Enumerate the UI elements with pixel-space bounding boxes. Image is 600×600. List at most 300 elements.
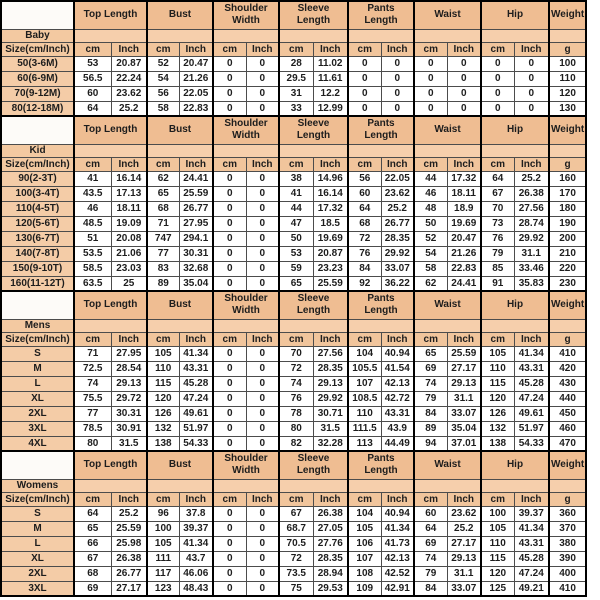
unit-header-cm: cm xyxy=(213,492,246,506)
cell-cm: 100 xyxy=(147,521,179,536)
cell-cm: 63.5 xyxy=(74,276,111,291)
cell-cm: 62 xyxy=(414,276,447,291)
unit-header-inch: Inch xyxy=(313,42,348,56)
spacer-cell xyxy=(414,144,481,157)
column-group-header: Shoulder Width xyxy=(213,116,279,144)
cell-cm: 120 xyxy=(147,391,179,406)
cell-cm: 0 xyxy=(414,86,447,101)
spacer-cell xyxy=(74,29,147,42)
unit-header-cm: cm xyxy=(348,332,381,346)
table-row xyxy=(1,171,586,186)
cell-inch: 23.62 xyxy=(381,186,414,201)
cell-cm: 89 xyxy=(147,276,179,291)
section-name: Womens xyxy=(1,479,74,492)
cell-weight: 370 xyxy=(549,521,586,536)
cell-inch: 41.34 xyxy=(514,346,549,361)
unit-header-inch: Inch xyxy=(246,157,279,171)
cell-weight: 180 xyxy=(549,201,586,216)
column-group-header: Pants Length xyxy=(348,451,414,479)
cell-cm: 0 xyxy=(213,101,246,116)
cell-cm: 76 xyxy=(348,246,381,261)
cell-cm: 50 xyxy=(279,231,313,246)
section-name: Mens xyxy=(1,319,74,332)
cell-inch: 49.61 xyxy=(514,406,549,421)
cell-inch: 25.59 xyxy=(313,276,348,291)
cell-cm: 31 xyxy=(279,86,313,101)
cell-inch: 27.95 xyxy=(111,346,147,361)
cell-inch: 20.08 xyxy=(111,231,147,246)
cell-cm: 0 xyxy=(213,436,246,451)
cell-inch: 25.2 xyxy=(381,201,414,216)
table-row xyxy=(1,421,586,436)
cell-inch: 25.98 xyxy=(111,536,147,551)
size-label: S xyxy=(1,346,74,361)
cell-inch: 0 xyxy=(381,56,414,71)
cell-cm: 44 xyxy=(279,201,313,216)
unit-header-cm: cm xyxy=(414,492,447,506)
cell-cm: 132 xyxy=(481,421,514,436)
table-row xyxy=(1,71,586,86)
cell-cm: 0 xyxy=(213,391,246,406)
cell-cm: 100 xyxy=(481,506,514,521)
cell-inch: 32.28 xyxy=(313,436,348,451)
cell-inch: 11.02 xyxy=(313,56,348,71)
cell-inch: 22.05 xyxy=(179,86,213,101)
cell-cm: 110 xyxy=(481,361,514,376)
cell-cm: 123 xyxy=(147,581,179,596)
unit-header-inch: Inch xyxy=(111,492,147,506)
cell-inch: 28.35 xyxy=(313,361,348,376)
cell-inch: 37.8 xyxy=(179,506,213,521)
size-label: 60(6-9M) xyxy=(1,71,74,86)
cell-cm: 0 xyxy=(213,406,246,421)
unit-header-inch: Inch xyxy=(381,332,414,346)
unit-header-cm: cm xyxy=(481,492,514,506)
cell-cm: 110 xyxy=(348,406,381,421)
size-label: L xyxy=(1,376,74,391)
cell-inch: 39.37 xyxy=(179,521,213,536)
cell-inch: 22.24 xyxy=(111,71,147,86)
cell-cm: 109 xyxy=(348,581,381,596)
cell-cm: 117 xyxy=(147,566,179,581)
spacer-cell xyxy=(414,319,481,332)
cell-cm: 54 xyxy=(414,246,447,261)
cell-cm: 0 xyxy=(348,56,381,71)
unit-header-cm: cm xyxy=(481,157,514,171)
cell-cm: 105 xyxy=(348,521,381,536)
cell-cm: 0 xyxy=(414,101,447,116)
cell-cm: 91 xyxy=(481,276,514,291)
cell-cm: 29.5 xyxy=(279,71,313,86)
column-group-header: Sleeve Length xyxy=(279,451,348,479)
cell-cm: 84 xyxy=(348,261,381,276)
cell-weight: 120 xyxy=(549,86,586,101)
cell-cm: 120 xyxy=(481,566,514,581)
cell-inch: 0 xyxy=(381,71,414,86)
table-row xyxy=(1,406,586,421)
cell-cm: 62 xyxy=(147,171,179,186)
column-group-header: Top Length xyxy=(74,291,147,319)
column-group-header: Weight xyxy=(549,451,586,479)
cell-cm: 115 xyxy=(481,551,514,566)
cell-inch: 0 xyxy=(246,56,279,71)
cell-cm: 0 xyxy=(348,71,381,86)
cell-weight: 130 xyxy=(549,101,586,116)
cell-inch: 0 xyxy=(246,231,279,246)
cell-inch: 18.11 xyxy=(111,201,147,216)
unit-header-inch: Inch xyxy=(514,332,549,346)
unit-header-cm: cm xyxy=(348,492,381,506)
unit-header-cm: cm xyxy=(213,332,246,346)
cell-cm: 50 xyxy=(414,216,447,231)
table-row xyxy=(1,216,586,231)
cell-cm: 104 xyxy=(348,346,381,361)
unit-header-cm: cm xyxy=(147,42,179,56)
cell-inch: 27.17 xyxy=(111,581,147,596)
table-row xyxy=(1,376,586,391)
spacer-cell xyxy=(279,29,348,42)
table-row xyxy=(1,186,586,201)
cell-inch: 40.94 xyxy=(381,346,414,361)
column-group-header: Weight xyxy=(549,116,586,144)
cell-inch: 0 xyxy=(246,186,279,201)
cell-cm: 65 xyxy=(414,346,447,361)
cell-cm: 56 xyxy=(348,171,381,186)
cell-cm: 47 xyxy=(279,216,313,231)
size-label: 4XL xyxy=(1,436,74,451)
cell-inch: 40.94 xyxy=(381,506,414,521)
cell-cm: 48 xyxy=(414,201,447,216)
section-name-row xyxy=(1,29,586,42)
cell-inch: 0 xyxy=(246,346,279,361)
cell-cm: 51 xyxy=(74,231,111,246)
spacer-cell xyxy=(74,479,147,492)
size-label: XL xyxy=(1,551,74,566)
cell-inch: 16.14 xyxy=(111,171,147,186)
cell-inch: 46.06 xyxy=(179,566,213,581)
cell-inch: 26.38 xyxy=(313,506,348,521)
cell-inch: 0 xyxy=(246,86,279,101)
cell-cm: 85 xyxy=(481,261,514,276)
unit-header-inch: Inch xyxy=(111,42,147,56)
cell-inch: 0 xyxy=(246,216,279,231)
cell-weight: 390 xyxy=(549,551,586,566)
cell-cm: 105 xyxy=(147,346,179,361)
cell-weight: 200 xyxy=(549,231,586,246)
cell-inch: 29.92 xyxy=(313,391,348,406)
table-row xyxy=(1,521,586,536)
cell-cm: 0 xyxy=(213,216,246,231)
unit-header-inch: Inch xyxy=(246,42,279,56)
cell-inch: 29.92 xyxy=(381,246,414,261)
cell-inch: 35.04 xyxy=(179,276,213,291)
cell-inch: 0 xyxy=(246,436,279,451)
section-name: Kid xyxy=(1,144,74,157)
cell-weight: 460 xyxy=(549,421,586,436)
cell-cm: 72 xyxy=(348,231,381,246)
cell-inch: 47.24 xyxy=(514,566,549,581)
section-name-row xyxy=(1,319,586,332)
spacer-cell xyxy=(481,144,549,157)
cell-cm: 0 xyxy=(213,536,246,551)
cell-cm: 70 xyxy=(481,201,514,216)
cell-inch: 29.13 xyxy=(447,376,481,391)
table-row xyxy=(1,566,586,581)
cell-inch: 0 xyxy=(246,566,279,581)
cell-inch: 25.59 xyxy=(111,521,147,536)
section-name: Baby xyxy=(1,29,74,42)
cell-inch: 19.69 xyxy=(313,231,348,246)
cell-cm: 54 xyxy=(147,71,179,86)
column-group-header: Bust xyxy=(147,451,213,479)
cell-cm: 65 xyxy=(147,186,179,201)
cell-cm: 82 xyxy=(279,436,313,451)
cell-inch: 28.35 xyxy=(313,551,348,566)
cell-inch: 29.13 xyxy=(313,376,348,391)
cell-inch: 42.13 xyxy=(381,551,414,566)
corner-cell xyxy=(1,291,74,319)
unit-header-inch: Inch xyxy=(313,157,348,171)
size-label: 100(3-4T) xyxy=(1,186,74,201)
cell-inch: 18.5 xyxy=(313,216,348,231)
cell-cm: 0 xyxy=(213,361,246,376)
cell-inch: 0 xyxy=(447,71,481,86)
cell-inch: 0 xyxy=(246,376,279,391)
unit-header-inch: Inch xyxy=(381,157,414,171)
cell-inch: 0 xyxy=(246,581,279,596)
cell-inch: 33.46 xyxy=(514,261,549,276)
cell-cm: 0 xyxy=(481,101,514,116)
unit-header-cm: cm xyxy=(213,157,246,171)
cell-cm: 0 xyxy=(213,201,246,216)
unit-header-cm: cm xyxy=(414,42,447,56)
cell-cm: 0 xyxy=(213,231,246,246)
cell-cm: 48.5 xyxy=(74,216,111,231)
spacer-cell xyxy=(348,319,414,332)
unit-header-cm: cm xyxy=(481,42,514,56)
cell-inch: 30.31 xyxy=(111,406,147,421)
unit-header-inch: Inch xyxy=(381,42,414,56)
cell-cm: 68 xyxy=(147,201,179,216)
cell-inch: 12.99 xyxy=(313,101,348,116)
cell-cm: 66 xyxy=(74,536,111,551)
cell-inch: 41.73 xyxy=(381,536,414,551)
cell-cm: 76 xyxy=(279,391,313,406)
cell-cm: 60 xyxy=(348,186,381,201)
cell-cm: 41 xyxy=(74,171,111,186)
unit-header-inch: Inch xyxy=(313,492,348,506)
cell-inch: 27.95 xyxy=(179,216,213,231)
cell-weight: 380 xyxy=(549,536,586,551)
cell-cm: 126 xyxy=(481,406,514,421)
cell-cm: 138 xyxy=(147,436,179,451)
cell-inch: 30.71 xyxy=(313,406,348,421)
cell-weight: 170 xyxy=(549,186,586,201)
cell-inch: 28.94 xyxy=(313,566,348,581)
cell-inch: 0 xyxy=(514,101,549,116)
cell-inch: 0 xyxy=(246,536,279,551)
unit-header-g: g xyxy=(549,157,586,171)
cell-inch: 25.59 xyxy=(447,346,481,361)
unit-header-inch: Inch xyxy=(111,157,147,171)
unit-header-inch: Inch xyxy=(514,42,549,56)
size-label: 160(11-12T) xyxy=(1,276,74,291)
corner-cell xyxy=(1,1,74,29)
cell-inch: 26.77 xyxy=(381,216,414,231)
table-row xyxy=(1,391,586,406)
size-label: 3XL xyxy=(1,581,74,596)
cell-inch: 41.54 xyxy=(381,361,414,376)
cell-cm: 69 xyxy=(414,361,447,376)
cell-cm: 74 xyxy=(74,376,111,391)
cell-inch: 19.09 xyxy=(111,216,147,231)
size-column-header: Size(cm/Inch) xyxy=(1,492,74,506)
section-name-row xyxy=(1,144,586,157)
cell-cm: 64 xyxy=(74,101,111,116)
cell-inch: 28.74 xyxy=(514,216,549,231)
cell-cm: 0 xyxy=(213,551,246,566)
size-label: 120(5-6T) xyxy=(1,216,74,231)
cell-inch: 25.59 xyxy=(179,186,213,201)
cell-cm: 73.5 xyxy=(279,566,313,581)
cell-cm: 78.5 xyxy=(74,421,111,436)
cell-cm: 80 xyxy=(279,421,313,436)
cell-inch: 29.72 xyxy=(111,391,147,406)
cell-inch: 0 xyxy=(381,86,414,101)
cell-inch: 21.26 xyxy=(447,246,481,261)
units-row xyxy=(1,157,586,171)
cell-inch: 29.92 xyxy=(514,231,549,246)
cell-weight: 450 xyxy=(549,406,586,421)
section-mens xyxy=(1,291,586,451)
cell-inch: 42.13 xyxy=(381,376,414,391)
spacer-cell xyxy=(549,144,586,157)
cell-inch: 35.04 xyxy=(447,421,481,436)
cell-inch: 19.69 xyxy=(447,216,481,231)
cell-cm: 0 xyxy=(414,71,447,86)
cell-inch: 0 xyxy=(246,521,279,536)
cell-cm: 0 xyxy=(213,261,246,276)
spacer-cell xyxy=(549,479,586,492)
cell-inch: 48.43 xyxy=(179,581,213,596)
cell-cm: 113 xyxy=(348,436,381,451)
cell-cm: 0 xyxy=(481,56,514,71)
column-group-header: Waist xyxy=(414,1,481,29)
cell-weight: 210 xyxy=(549,246,586,261)
cell-inch: 31.1 xyxy=(447,566,481,581)
cell-inch: 294.1 xyxy=(179,231,213,246)
cell-cm: 75 xyxy=(279,581,313,596)
cell-cm: 76 xyxy=(481,231,514,246)
spacer-cell xyxy=(481,319,549,332)
cell-cm: 89 xyxy=(414,421,447,436)
cell-cm: 75.5 xyxy=(74,391,111,406)
cell-inch: 54.33 xyxy=(179,436,213,451)
table-row xyxy=(1,201,586,216)
cell-cm: 43.5 xyxy=(74,186,111,201)
section-name-row xyxy=(1,479,586,492)
cell-inch: 20.47 xyxy=(179,56,213,71)
cell-inch: 25.2 xyxy=(111,506,147,521)
cell-weight: 430 xyxy=(549,376,586,391)
size-label: 2XL xyxy=(1,566,74,581)
column-group-header: Weight xyxy=(549,1,586,29)
spacer-cell xyxy=(279,144,348,157)
cell-inch: 37.01 xyxy=(447,436,481,451)
cell-cm: 68 xyxy=(74,566,111,581)
cell-cm: 84 xyxy=(414,581,447,596)
cell-cm: 132 xyxy=(147,421,179,436)
cell-weight: 160 xyxy=(549,171,586,186)
cell-inch: 33.07 xyxy=(381,261,414,276)
cell-cm: 58.5 xyxy=(74,261,111,276)
cell-inch: 29.53 xyxy=(313,581,348,596)
cell-cm: 84 xyxy=(414,406,447,421)
unit-header-inch: Inch xyxy=(179,42,213,56)
cell-inch: 31.1 xyxy=(514,246,549,261)
cell-inch: 17.13 xyxy=(111,186,147,201)
table-row xyxy=(1,346,586,361)
cell-inch: 27.17 xyxy=(447,536,481,551)
cell-cm: 0 xyxy=(213,246,246,261)
spacer-cell xyxy=(414,479,481,492)
cell-inch: 44.49 xyxy=(381,436,414,451)
cell-cm: 115 xyxy=(481,376,514,391)
cell-inch: 0 xyxy=(246,201,279,216)
cell-inch: 18.9 xyxy=(447,201,481,216)
cell-inch: 25 xyxy=(111,276,147,291)
cell-cm: 72 xyxy=(279,361,313,376)
size-column-header: Size(cm/Inch) xyxy=(1,157,74,171)
cell-cm: 74 xyxy=(414,376,447,391)
cell-cm: 125 xyxy=(481,581,514,596)
cell-cm: 0 xyxy=(348,101,381,116)
cell-inch: 43.31 xyxy=(514,361,549,376)
unit-header-cm: cm xyxy=(279,157,313,171)
cell-cm: 38 xyxy=(279,171,313,186)
cell-cm: 0 xyxy=(213,186,246,201)
cell-inch: 27.17 xyxy=(447,361,481,376)
cell-cm: 56 xyxy=(147,86,179,101)
cell-inch: 0 xyxy=(246,171,279,186)
cell-inch: 0 xyxy=(246,261,279,276)
table-row xyxy=(1,551,586,566)
section-kid xyxy=(1,116,586,291)
column-group-header: Pants Length xyxy=(348,291,414,319)
cell-cm: 69 xyxy=(414,536,447,551)
cell-cm: 80 xyxy=(74,436,111,451)
cell-inch: 11.61 xyxy=(313,71,348,86)
column-group-header: Bust xyxy=(147,291,213,319)
cell-cm: 96 xyxy=(147,506,179,521)
units-row xyxy=(1,332,586,346)
cell-inch: 25.2 xyxy=(514,171,549,186)
spacer-cell xyxy=(74,144,147,157)
cell-inch: 26.77 xyxy=(179,201,213,216)
cell-cm: 105 xyxy=(481,521,514,536)
cell-cm: 53 xyxy=(74,56,111,71)
cell-cm: 126 xyxy=(147,406,179,421)
column-group-header: Weight xyxy=(549,291,586,319)
cell-inch: 45.28 xyxy=(179,376,213,391)
cell-inch: 42.52 xyxy=(381,566,414,581)
column-group-header: Hip xyxy=(481,1,549,29)
cell-inch: 23.03 xyxy=(111,261,147,276)
cell-cm: 111 xyxy=(147,551,179,566)
cell-inch: 0 xyxy=(514,56,549,71)
size-column-header: Size(cm/Inch) xyxy=(1,42,74,56)
cell-inch: 26.38 xyxy=(111,551,147,566)
